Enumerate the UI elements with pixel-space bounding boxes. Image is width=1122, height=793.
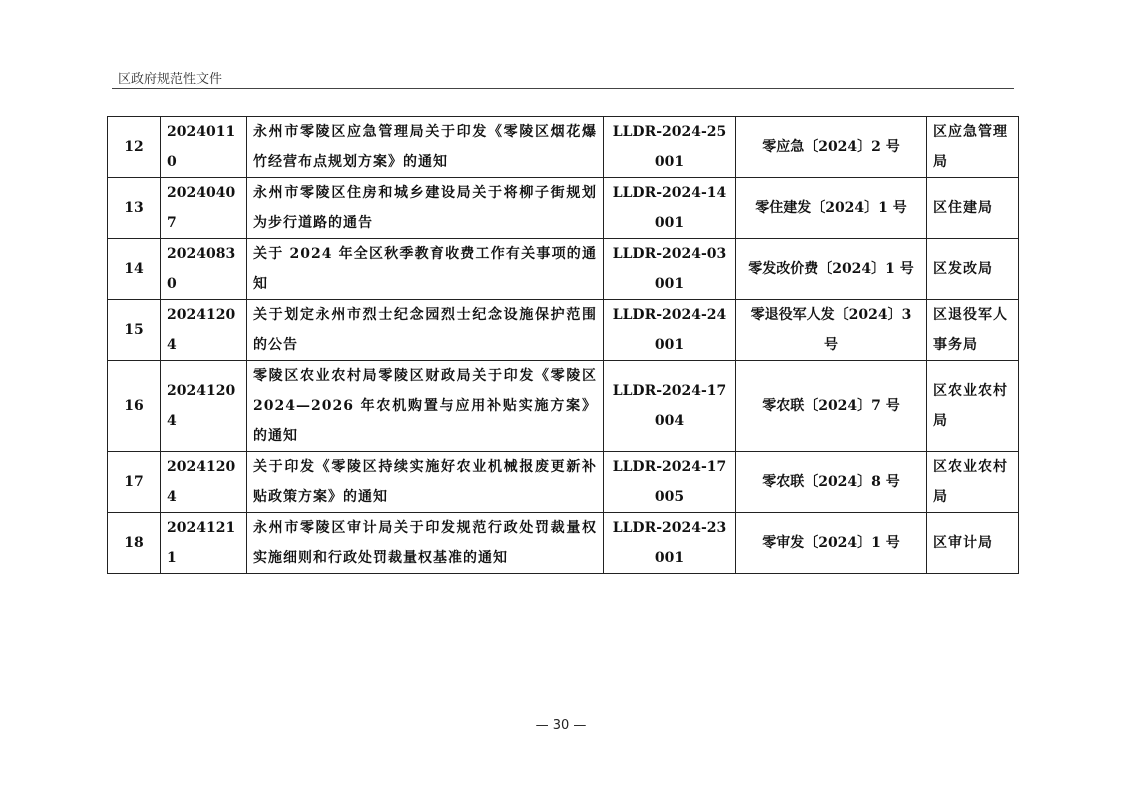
row-doc-number: 零审发〔2024〕1 号 xyxy=(736,513,927,574)
header-divider xyxy=(112,88,1014,89)
regulation-list-table xyxy=(107,116,1019,574)
row-reg-code: LLDR-2024-25001 xyxy=(604,117,736,178)
row-reg-code: LLDR-2024-14001 xyxy=(604,178,736,239)
row-doc-number: 零发改价费〔2024〕1 号 xyxy=(736,239,927,300)
row-seq: 15 xyxy=(108,300,161,361)
table-row xyxy=(108,513,1019,574)
row-seq: 13 xyxy=(108,178,161,239)
table-row xyxy=(108,239,1019,300)
row-title: 关于划定永州市烈士纪念园烈士纪念设施保护范围的公告 xyxy=(247,300,604,361)
row-seq: 18 xyxy=(108,513,161,574)
row-seq: 14 xyxy=(108,239,161,300)
row-department: 区住建局 xyxy=(927,178,1019,239)
row-date: 20240830 xyxy=(161,239,247,300)
row-reg-code: LLDR-2024-03001 xyxy=(604,239,736,300)
row-seq: 16 xyxy=(108,361,161,452)
row-date: 20240110 xyxy=(161,117,247,178)
row-reg-code: LLDR-2024-23001 xyxy=(604,513,736,574)
row-reg-code: LLDR-2024-17004 xyxy=(604,361,736,452)
row-title: 关于印发《零陵区持续实施好农业机械报废更新补贴政策方案》的通知 xyxy=(247,452,604,513)
row-seq: 17 xyxy=(108,452,161,513)
row-date: 20241211 xyxy=(161,513,247,574)
row-title: 关于 2024 年全区秋季教育收费工作有关事项的通知 xyxy=(247,239,604,300)
page-number: — 30 — xyxy=(535,718,587,733)
row-department: 区发改局 xyxy=(927,239,1019,300)
row-date: 20241204 xyxy=(161,361,247,452)
row-date: 20240407 xyxy=(161,178,247,239)
row-doc-number: 零农联〔2024〕7 号 xyxy=(736,361,927,452)
table-row xyxy=(108,117,1019,178)
row-doc-number: 零应急〔2024〕2 号 xyxy=(736,117,927,178)
row-title: 永州市零陵区住房和城乡建设局关于将柳子街规划为步行道路的通告 xyxy=(247,178,604,239)
row-title: 永州市零陵区审计局关于印发规范行政处罚裁量权实施细则和行政处罚裁量权基准的通知 xyxy=(247,513,604,574)
row-seq: 12 xyxy=(108,117,161,178)
row-reg-code: LLDR-2024-24001 xyxy=(604,300,736,361)
row-date: 20241204 xyxy=(161,300,247,361)
row-department: 区农业农村局 xyxy=(927,452,1019,513)
row-department: 区农业农村局 xyxy=(927,361,1019,452)
row-doc-number: 零退役军人发〔2024〕3 号 xyxy=(736,300,927,361)
row-department: 区退役军人事务局 xyxy=(927,300,1019,361)
row-title: 零陵区农业农村局零陵区财政局关于印发《零陵区 2024—2026 年农机购置与应用补贴实施方案》的通知 xyxy=(247,361,604,452)
table-row xyxy=(108,300,1019,361)
row-department: 区应急管理局 xyxy=(927,117,1019,178)
row-doc-number: 零农联〔2024〕8 号 xyxy=(736,452,927,513)
table-row xyxy=(108,361,1019,452)
row-date: 20241204 xyxy=(161,452,247,513)
row-title: 永州市零陵区应急管理局关于印发《零陵区烟花爆竹经营布点规划方案》的通知 xyxy=(247,117,604,178)
table-row xyxy=(108,178,1019,239)
table-row xyxy=(108,452,1019,513)
document-header-title: 区政府规范性文件 xyxy=(118,72,223,87)
row-reg-code: LLDR-2024-17005 xyxy=(604,452,736,513)
row-department: 区审计局 xyxy=(927,513,1019,574)
row-doc-number: 零住建发〔2024〕1 号 xyxy=(736,178,927,239)
